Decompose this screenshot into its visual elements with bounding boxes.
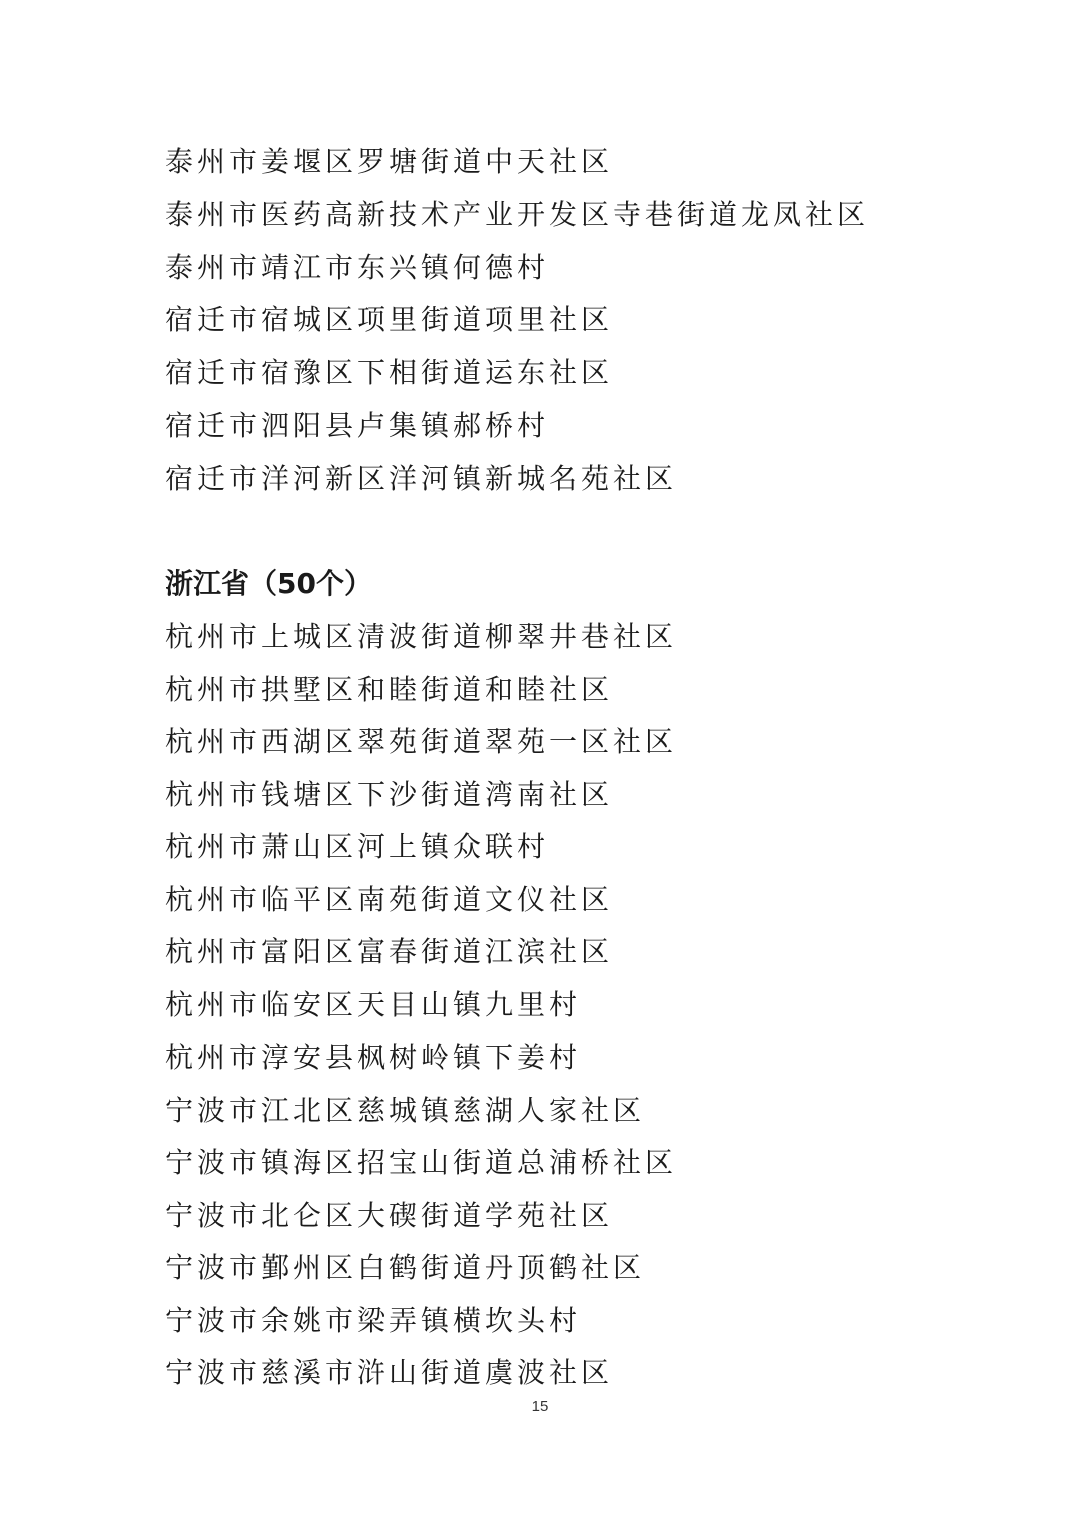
list-item: 宁波市余姚市梁弄镇横坎头村 [165, 1304, 582, 1337]
list-item: 宿迁市宿城区项里街道项里社区 [165, 303, 614, 336]
list-item: 泰州市姜堰区罗塘街道中天社区 [165, 145, 614, 178]
list-item: 杭州市拱墅区和睦街道和睦社区 [165, 673, 614, 706]
list-item: 宿迁市洋河新区洋河镇新城名苑社区 [165, 462, 678, 495]
page-number: 15 [531, 1398, 549, 1415]
section-heading: 浙江省（50个） [165, 567, 372, 600]
list-item: 杭州市钱塘区下沙街道湾南社区 [165, 778, 614, 811]
list-item: 杭州市西湖区翠苑街道翠苑一区社区 [165, 725, 678, 758]
list-item: 杭州市萧山区河上镇众联村 [165, 830, 550, 863]
list-item: 泰州市靖江市东兴镇何德村 [165, 251, 550, 284]
list-item: 宁波市北仑区大碶街道学苑社区 [165, 1199, 614, 1232]
list-item: 宁波市鄞州区白鹤街道丹顶鹤社区 [165, 1251, 646, 1284]
list-item: 杭州市临安区天目山镇九里村 [165, 988, 582, 1021]
list-item: 宁波市慈溪市浒山街道虞波社区 [165, 1356, 614, 1389]
list-item: 杭州市上城区清波街道柳翠井巷社区 [165, 620, 678, 653]
list-item: 宁波市镇海区招宝山街道总浦桥社区 [165, 1146, 678, 1179]
list-item: 宿迁市宿豫区下相街道运东社区 [165, 356, 614, 389]
list-item: 杭州市淳安县枫树岭镇下姜村 [165, 1041, 582, 1074]
list-item: 泰州市医药高新技术产业开发区寺巷街道龙凤社区 [165, 198, 870, 231]
list-item: 宁波市江北区慈城镇慈湖人家社区 [165, 1094, 646, 1127]
list-item: 杭州市临平区南苑街道文仪社区 [165, 883, 614, 916]
list-item: 宿迁市泗阳县卢集镇郝桥村 [165, 409, 550, 442]
list-item: 杭州市富阳区富春街道江滨社区 [165, 935, 614, 968]
